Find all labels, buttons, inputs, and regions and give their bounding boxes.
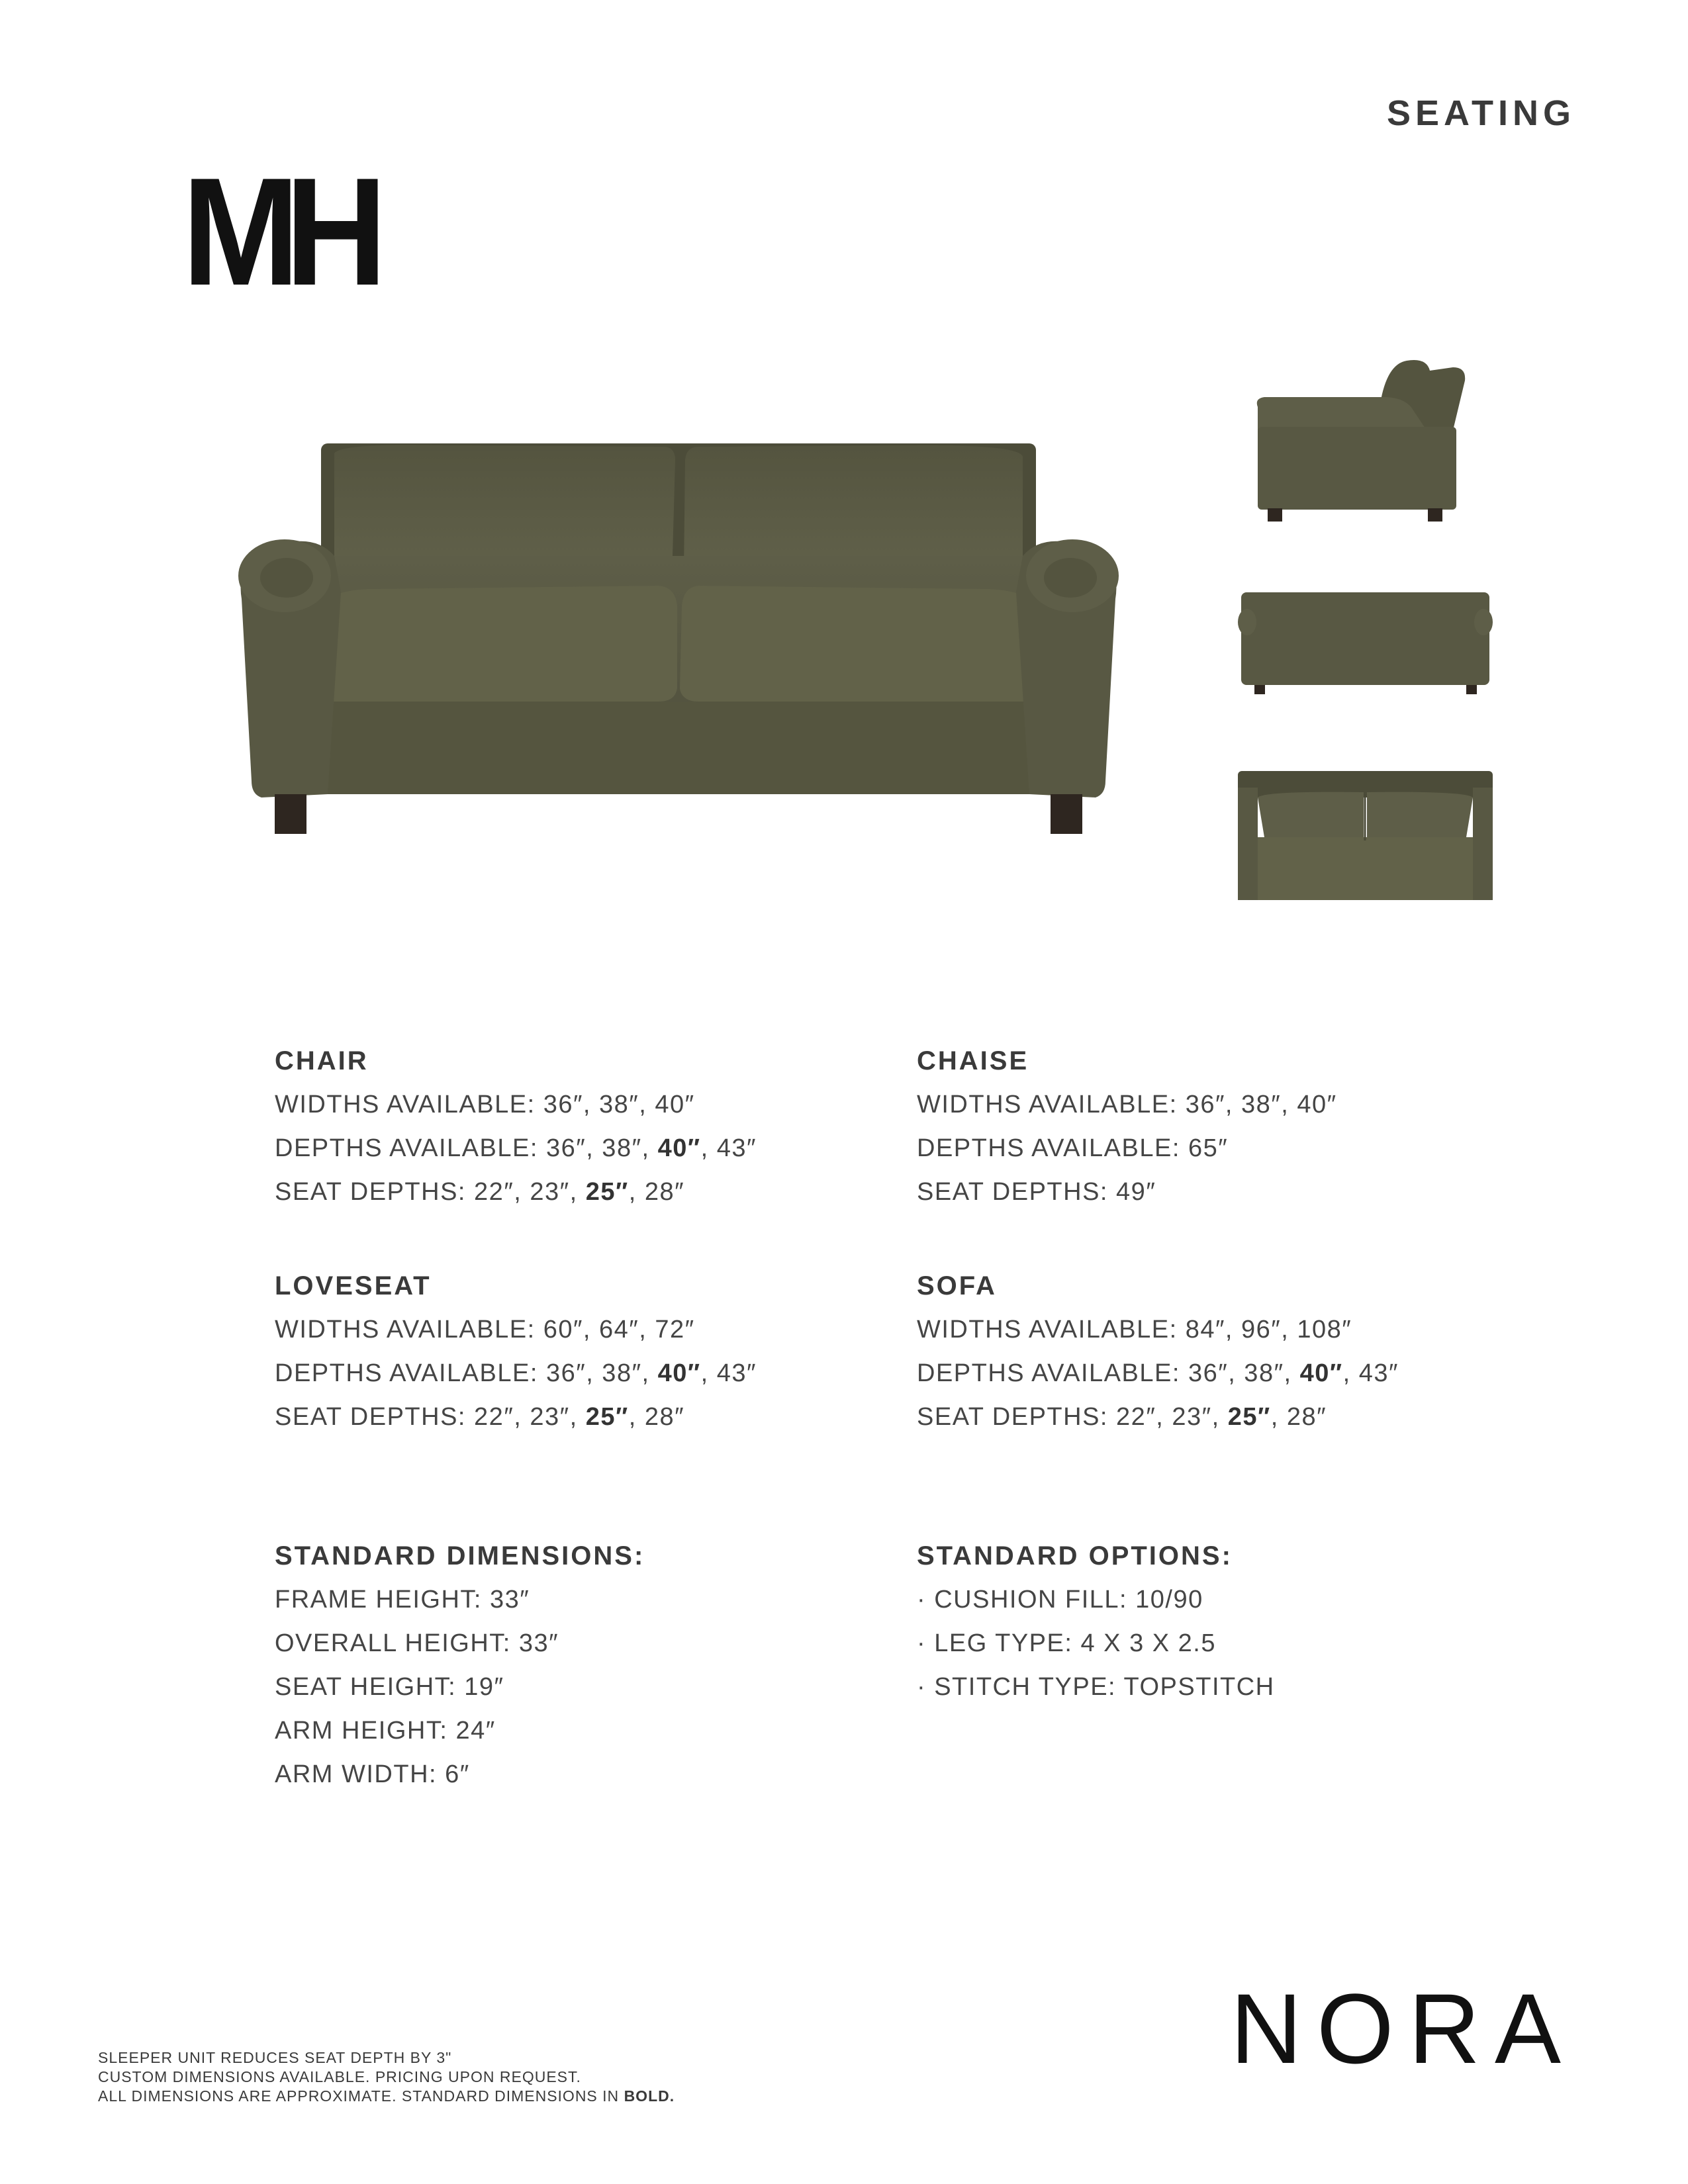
spec-value-bold: 40″ [1299,1359,1343,1387]
spec-line [275,1665,645,1709]
spec-value: WIDTHS AVAILABLE: 84″, 96″, 108″ [917,1316,1352,1343]
spec-line [275,1351,757,1395]
spec-line [917,1083,1337,1126]
spec-value: · STITCH TYPE: TOPSTITCH [917,1673,1275,1701]
spec-line [275,1621,645,1665]
spec-line [917,1170,1337,1214]
spec-line [917,1126,1337,1170]
spec-line [917,1578,1275,1621]
spec-title-chaise: CHAISE [917,1046,1029,1075]
spec-value: , 28″ [628,1178,685,1206]
spec-value: SEAT DEPTHS: 22″, 23″, [275,1403,586,1431]
spec-title-standard-dimensions: STANDARD DIMENSIONS: [275,1541,645,1570]
spec-value: DEPTHS AVAILABLE: 65″ [917,1134,1229,1162]
spec-sofa [917,1264,1399,1439]
spec-lines [917,1308,1399,1439]
spec-value: ARM WIDTH: 6″ [275,1760,470,1788]
spec-lines [917,1578,1275,1709]
spec-title-chair: CHAIR [275,1046,369,1075]
spec-line [275,1752,645,1796]
spec-value: DEPTHS AVAILABLE: 36″, 38″, [275,1134,658,1162]
spec-line [917,1308,1399,1351]
spec-value: WIDTHS AVAILABLE: 36″, 38″, 40″ [917,1091,1337,1118]
spec-value-bold: 25″ [585,1178,629,1206]
sofa-top-image [1238,771,1493,900]
spec-value: WIDTHS AVAILABLE: 60″, 64″, 72″ [275,1316,695,1343]
brand-logo: MH [182,146,373,318]
spec-line [275,1126,757,1170]
spec-value: DEPTHS AVAILABLE: 36″, 38″, [275,1359,658,1387]
spec-chair [275,1039,757,1214]
spec-value: , 43″ [700,1359,757,1387]
spec-line [275,1308,757,1351]
spec-chaise [917,1039,1337,1214]
footnote-custom: CUSTOM DIMENSIONS AVAILABLE. PRICING UPON REQUEST. [98,2068,581,2085]
spec-title-sofa: SOFA [917,1271,997,1300]
spec-value: · LEG TYPE: 4 X 3 X 2.5 [917,1629,1216,1657]
spec-value-bold: 25″ [1227,1403,1271,1431]
spec-value: SEAT DEPTHS: 49″ [917,1178,1156,1206]
spec-line [275,1395,757,1439]
spec-value-bold: 40″ [657,1134,701,1162]
spec-value: , 28″ [1270,1403,1327,1431]
sofa-front-image [235,440,1122,850]
sofa-back-image [1238,582,1493,695]
spec-lines [275,1083,757,1214]
footnotes [98,2048,675,2106]
spec-value: SEAT DEPTHS: 22″, 23″, [917,1403,1228,1431]
spec-value: , 43″ [1342,1359,1399,1387]
spec-title-standard-options: STANDARD OPTIONS: [917,1541,1233,1570]
spec-value: , 28″ [628,1403,685,1431]
spec-value: WIDTHS AVAILABLE: 36″, 38″, 40″ [275,1091,695,1118]
spec-value: DEPTHS AVAILABLE: 36″, 38″, [917,1359,1300,1387]
footnote-bold-word: BOLD. [624,2087,675,2105]
spec-value: SEAT HEIGHT: 19″ [275,1673,504,1701]
spec-line [275,1170,757,1214]
spec-value-bold: 25″ [585,1403,629,1431]
spec-value: · CUSHION FILL: 10/90 [917,1586,1203,1614]
spec-loveseat [275,1264,757,1439]
spec-line [917,1395,1399,1439]
spec-value: FRAME HEIGHT: 33″ [275,1586,530,1614]
spec-lines [917,1083,1337,1214]
sofa-side-image [1254,351,1470,523]
footnote-approximate [98,2087,675,2106]
spec-title-loveseat: LOVESEAT [275,1271,432,1300]
spec-value-bold: 40″ [657,1359,701,1387]
spec-value: SEAT DEPTHS: 22″, 23″, [275,1178,586,1206]
footnote-approximate-text: ALL DIMENSIONS ARE APPROXIMATE. STANDARD DIMENSIONS IN [98,2087,624,2105]
product-name: NORA [1230,1973,1575,2084]
footnote-sleeper: SLEEPER UNIT REDUCES SEAT DEPTH BY 3" [98,2049,452,2066]
spec-line [275,1578,645,1621]
page-category: SEATING [1386,93,1575,133]
spec-line [275,1709,645,1752]
spec-line [917,1351,1399,1395]
spec-lines [275,1308,757,1439]
spec-value: , 43″ [700,1134,757,1162]
spec-line [275,1083,757,1126]
spec-line [917,1665,1275,1709]
spec-lines [275,1578,645,1796]
spec-standard-dimensions [275,1534,645,1796]
spec-value: OVERALL HEIGHT: 33″ [275,1629,559,1657]
spec-standard-options [917,1534,1275,1709]
spec-line [917,1621,1275,1665]
spec-value: ARM HEIGHT: 24″ [275,1717,496,1745]
